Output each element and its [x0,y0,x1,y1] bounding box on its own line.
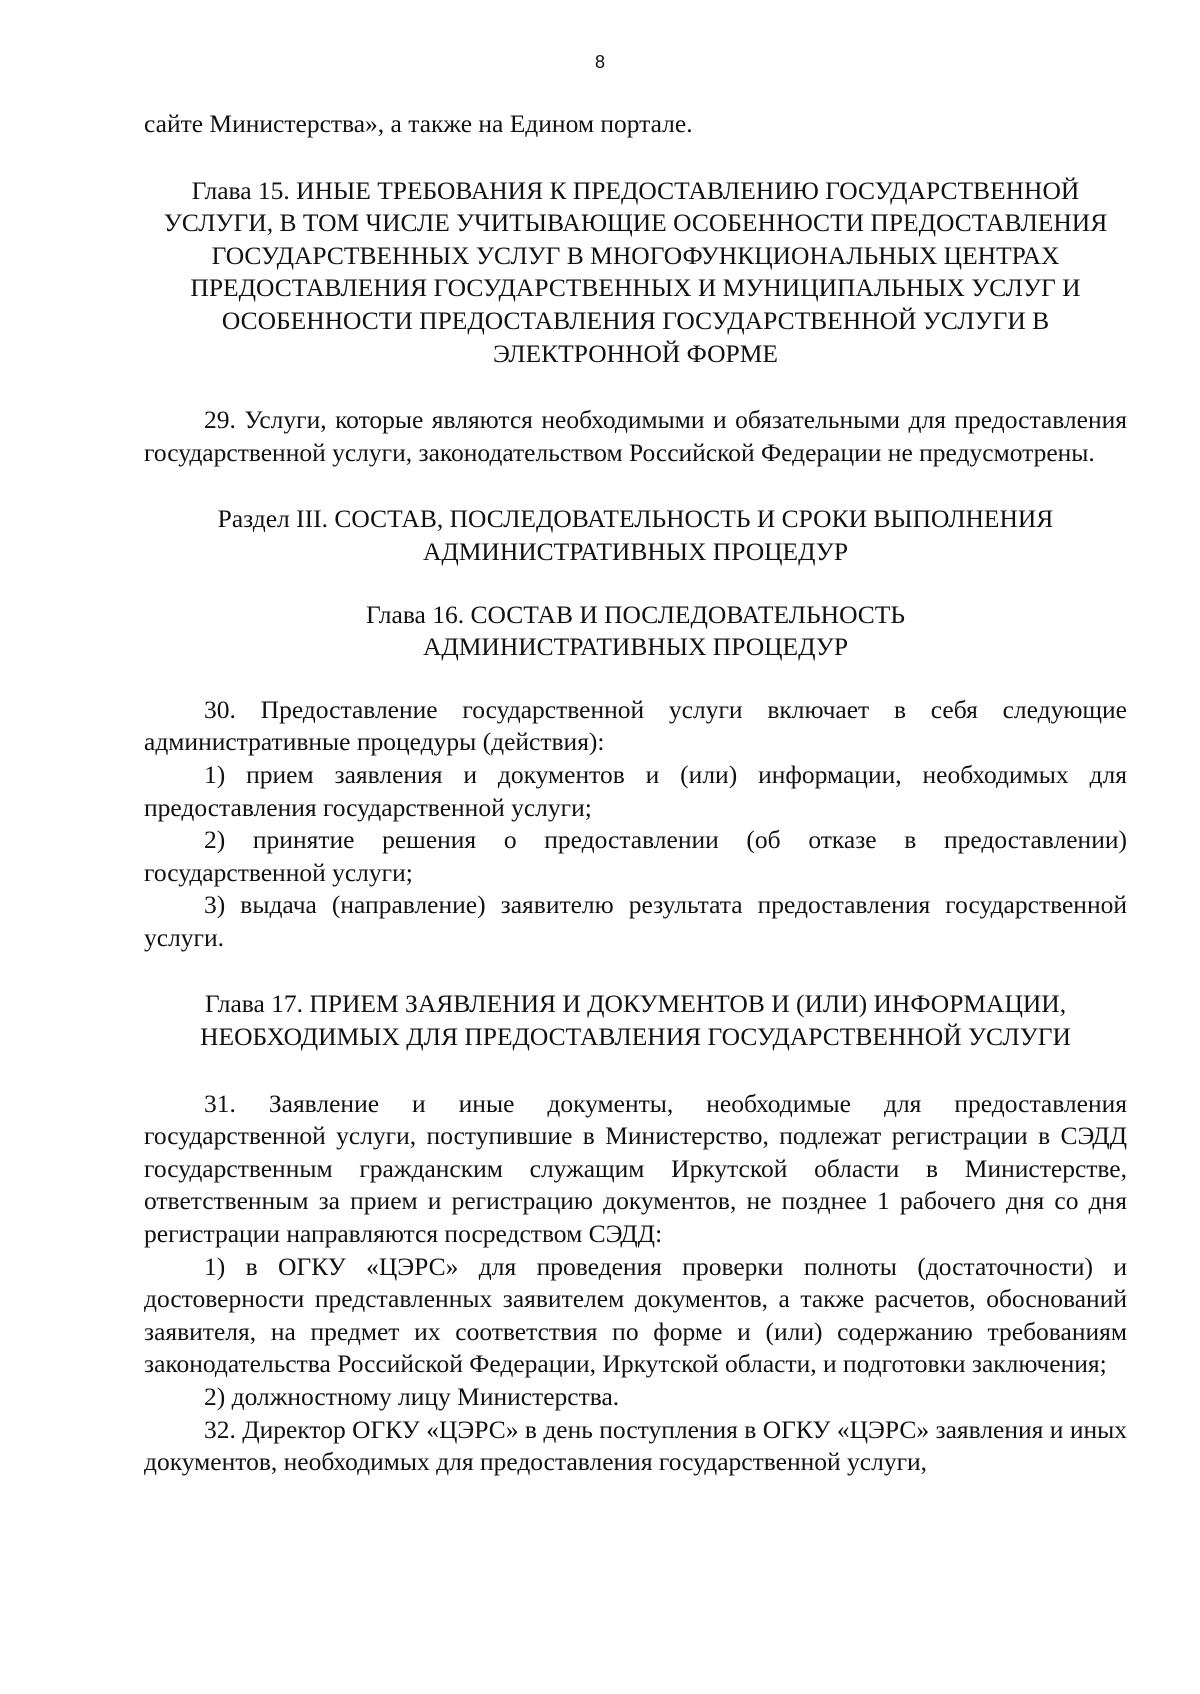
paragraph-30: 30. Предоставление государственной услуги включает в себя следующие административные процедуры (действия): [144,694,1127,757]
paragraph-31: 31. Заявление и иные документы, необходимые для предоставления государственной услуги, поступившие в Министерство, подлежат регистрации в СЭДД государственным гражданским служащим Иркутской области в Министерстве, ответственным за прием и регистрацию документов, не позднее 1 рабочего дня со дня регистрации направляются посредством СЭДД: [144,1088,1127,1249]
document-body [144,108,1127,1479]
paragraph-30-item-2: 2) принятие решения о предоставлении (об отказе в предоставлении) государственной услуги; [144,825,1127,887]
paragraph-31-item-2: 2) должностному лицу Министерства. [204,1382,620,1411]
paragraph-intro-continuation: сайте Министерства», а также на Едином портале. [144,109,693,138]
paragraph-30-item-1: 1) прием заявления и документов и (или) информации, необходимых для предоставления государственной услуги; [144,759,1127,822]
paragraph-30-item-3: 3) выдача (направление) заявителю результата предоставления государственной услуги. [144,890,1127,952]
page-number: 8 [594,52,605,72]
chapter-17-heading: Глава 17. ПРИЕМ ЗАЯВЛЕНИЯ И ДОКУМЕНТОВ И (ИЛИ) ИНФОРМАЦИИ, НЕОБХОДИМЫХ ДЛЯ ПРЕДОСТАВЛЕНИЯ ГОСУДАРСТВЕННОЙ УСЛУГИ [200,989,1071,1052]
chapter-16-heading: Глава 16. СОСТАВ И ПОСЛЕДОВАТЕЛЬНОСТЬ АДМИНИСТРАТИВНЫХ ПРОЦЕДУР [365,599,906,662]
paragraph-32: 32. Директор ОГКУ «ЦЭРС» в день поступления в ОГКУ «ЦЭРС» заявления и иных документов, необходимых для предоставления государственной услуги, [144,1414,1127,1477]
paragraph-31-item-1: 1) в ОГКУ «ЦЭРС» для проведения проверки полноты (достаточности) и достоверности представленных заявителем документов, а также расчетов, обоснований заявителя, на предмет их соответствия по форме и (или) содержанию требованиям законодательства Российской Федерации, Иркутской области, и подготовки заключения; [144,1251,1127,1379]
section-3-heading: Раздел III. СОСТАВ, ПОСЛЕДОВАТЕЛЬНОСТЬ И СРОКИ ВЫПОЛНЕНИЯ АДМИНИСТРАТИВНЫХ ПРОЦЕДУР [217,504,1054,566]
chapter-15-heading: Глава 15. ИНЫЕ ТРЕБОВАНИЯ К ПРЕДОСТАВЛЕНИЮ ГОСУДАРСТВЕННОЙ УСЛУГИ, В ТОМ ЧИСЛЕ УЧИТЫВАЮЩИЕ ОСОБЕННОСТИ ПРЕДОСТАВЛЕНИЯ ГОСУДАРСТВЕННЫХ УСЛУГ В МНОГОФУНКЦИОНАЛЬНЫХ ЦЕНТРАХ ПРЕДОСТАВЛЕНИЯ ГОСУДАРСТВЕННЫХ И МУНИЦИПАЛЬНЫХ УСЛУГ И ОСОБЕННОСТИ ПРЕДОСТАВЛЕНИЯ ГОСУДАРСТВЕННОЙ УСЛУГИ В ЭЛЕКТРОННОЙ ФОРМЕ [163,175,1108,368]
paragraph-29: 29. Услуги, которые являются необходимыми и обязательными для предоставления государственной услуги, законодательством Российской Федерации не предусмотрены. [144,405,1127,467]
